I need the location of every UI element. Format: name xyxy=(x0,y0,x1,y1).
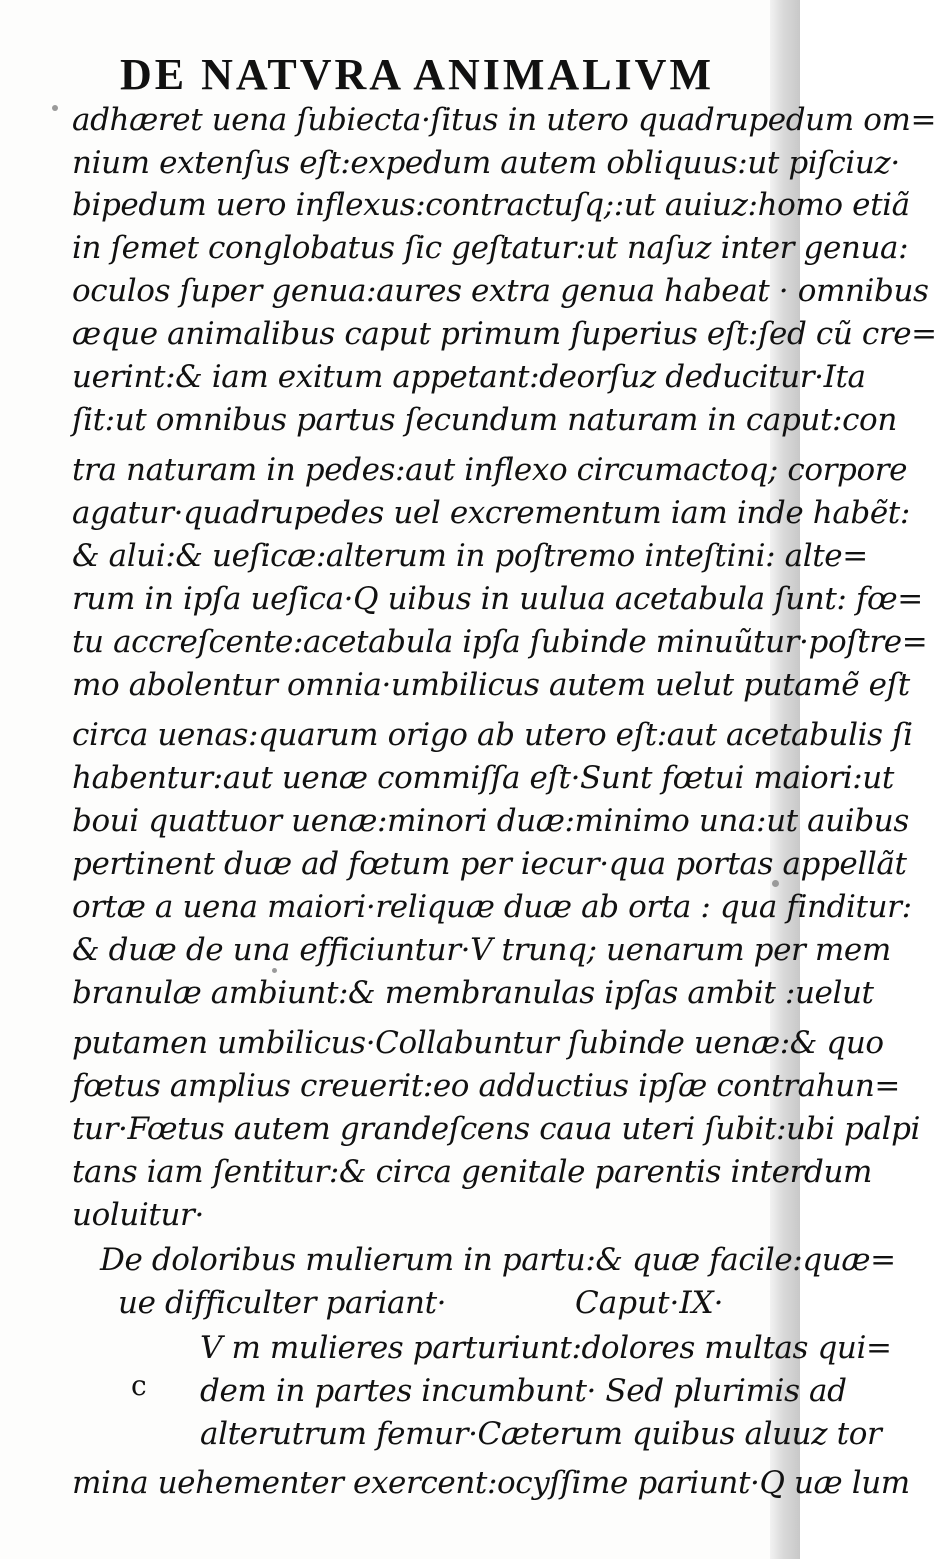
text-line: tur·Fœtus autem grandeſcens caua uteri ſubit:ubi palpi xyxy=(72,1111,921,1147)
text-line: boui quattuor uenæ:minori duæ:minimo una:ut auibus xyxy=(72,803,909,839)
chapter-heading-line: De doloribus mulierum in partu:& quæ facile:quæ= xyxy=(100,1242,896,1278)
ink-speck xyxy=(52,105,58,111)
text-line: branulæ ambiunt:& membranulas ipſas ambit :uelut xyxy=(72,975,874,1011)
text-line: & alui:& ueſicæ:alterum in poſtremo inteſtini: alte= xyxy=(72,538,868,574)
text-line: nium extenſus eſt:expedum autem obliquus:ut piſciuz· xyxy=(72,145,900,181)
margin-letter: c xyxy=(131,1369,147,1402)
text-line: & duæ de una efficiuntur·V trunq; uenarum per mem xyxy=(72,932,891,968)
text-line: agatur·quadrupedes uel excrementum iam inde habẽt: xyxy=(72,495,910,531)
text-line: mina uehementer exercent:ocyſſime pariunt·Q uæ lum xyxy=(72,1465,910,1501)
chapter-label: Caput·IX· xyxy=(575,1285,724,1321)
text-line: fœtus amplius creuerit:eo adductius ipſæ contrahun= xyxy=(72,1068,900,1104)
text-line: adhæret uena ſubiecta·ſitus in utero quadrupedum om= xyxy=(72,102,937,138)
text-line: oculos ſuper genua:aures extra genua habeat · omnibus xyxy=(72,273,929,309)
text-line: alterutrum femur·Cæterum quibus aluuz tor xyxy=(200,1416,882,1452)
chapter-heading-line: ue difficulter pariant· xyxy=(118,1285,447,1321)
text-line: uerint:& iam exitum appetant:deorſuz deducitur·Ita xyxy=(72,359,866,395)
text-line: tu accreſcente:acetabula ipſa ſubinde minuũtur·poſtre= xyxy=(72,624,928,660)
text-line: uoluitur· xyxy=(72,1197,204,1233)
text-line: dem in partes incumbunt· Sed plurimis ad xyxy=(200,1373,847,1409)
text-line: æque animalibus caput primum ſuperius eſt:ſed cũ cre= xyxy=(72,316,937,352)
text-line: tans iam ſentitur:& circa genitale parentis interdum xyxy=(72,1154,873,1190)
text-line: circa uenas:quarum origo ab utero eſt:aut acetabulis ſi xyxy=(72,717,913,753)
text-line: in ſemet conglobatus ſic geſtatur:ut naſuz inter genua: xyxy=(72,230,909,266)
text-line: ſit:ut omnibus partus ſecundum naturam in caput:con xyxy=(72,402,897,438)
text-line: pertinent duæ ad fœtum per iecur·qua portas appellãt xyxy=(72,846,907,882)
text-line: tra naturam in pedes:aut inflexo circumactoq; corpore xyxy=(72,452,908,488)
ink-speck xyxy=(272,968,277,973)
text-line: habentur:aut uenæ commiſſa eſt·Sunt fœtui maiori:ut xyxy=(72,760,894,796)
text-line: putamen umbilicus·Collabuntur ſubinde uenæ:& quo xyxy=(72,1025,884,1061)
text-line: rum in ipſa ueſica·Q uibus in uulua acetabula ſunt: fœ= xyxy=(72,581,923,617)
text-line: V m mulieres parturiunt:dolores multas qui= xyxy=(200,1330,892,1366)
text-line: ortæ a uena maiori·reliquæ duæ ab orta : qua finditur: xyxy=(72,889,912,925)
text-line: bipedum uero inflexus:contractuſq;:ut auiuz:homo etiã xyxy=(72,187,910,223)
text-line: mo abolentur omnia·umbilicus autem uelut putamẽ eſt xyxy=(72,667,910,703)
running-head: DE NATVRA ANIMALIVM xyxy=(120,50,714,99)
